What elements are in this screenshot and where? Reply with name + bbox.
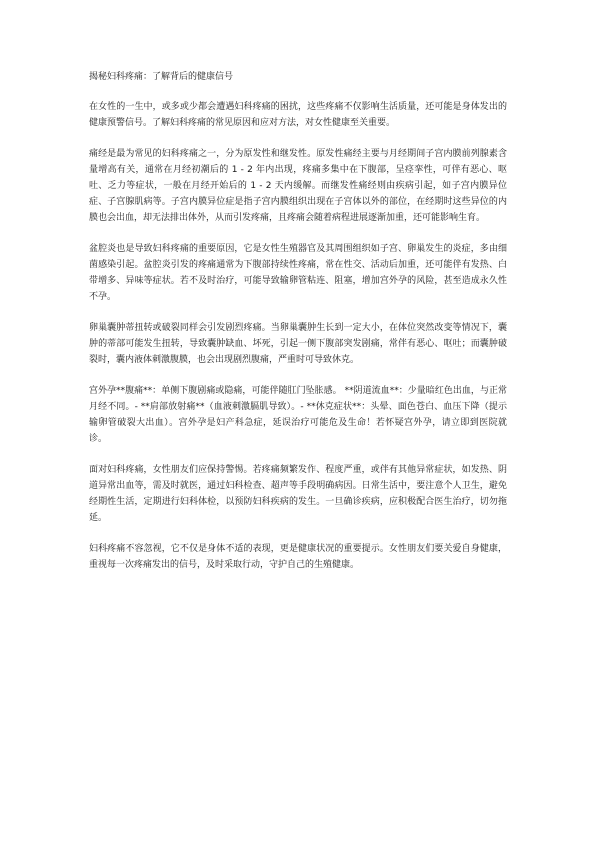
document-title: 揭秘妇科疼痛：了解背后的健康信号: [89, 72, 234, 82]
paragraph-pelvic-inflammation: 盆腔炎也是导致妇科疼痛的重要原因，它是女性生殖器官及其周围组织如子宫、卵巢发生的炎症，多由细菌感染引起。盆腔炎引发的疼痛通常为下腹部持续性疼痛，常在性交、活动后加重，还可能伴有发热、白带增多、异味等症状。若不及时治疗，可能导致输卵管粘连、阻塞，增加宫外孕的风险，甚至造成永久性不孕。: [89, 244, 507, 302]
paragraph-conclusion: 妇科疼痛不容忽视，它不仅是身体不适的表现，更是健康状况的重要提示。女性朋友们要关爱自身健康，重视每一次疼痛发出的信号，及时采取行动，守护自己的生殖健康。: [89, 544, 507, 570]
paragraph-intro: 在女性的一生中，或多或少都会遭遇妇科疼痛的困扰，这些疼痛不仅影响生活质量，还可能是身体发出的健康预警信号。了解妇科疼痛的常见原因和应对方法，对女性健康至关重要。: [89, 102, 507, 128]
paragraph-dysmenorrhea: 痛经是最为常见的妇科疼痛之一，分为原发性和继发性。原发性痛经主要与月经期间子宫内膜前列腺素含量增高有关，通常在月经初潮后的 1 - 2 年内出现，疼痛多集中在下腹部，呈痉挛性，可伴有恶心、呕吐、乏力等症状，一般在月经开始后的 1 - 2 天内缓解。而继发性痛经则由疾病引起，如子宫内膜异位症、子宫腺肌病等。子宫内膜异位症是指子宫内膜组织出现在子宫体以外的部位，在经期时这些异位的内膜也会出血，却无法排出体外，从而引发疼痛，且疼痛会随着病程进展逐渐加重，还可能影响生育。: [89, 149, 507, 223]
paragraph-ovarian-cyst: 卵巢囊肿蒂扭转或破裂同样会引发剧烈疼痛。当卵巢囊肿生长到一定大小，在体位突然改变等情况下，囊肿的蒂部可能发生扭转，导致囊肿缺血、坏死，引起一侧下腹部突发剧痛，常伴有恶心、呕吐；而囊肿破裂时，囊内液体刺激腹膜，也会出现剧烈腹痛，严重时可导致休克。: [89, 323, 507, 365]
document-page: [89, 70, 507, 588]
paragraph-ectopic-pregnancy: 宫外孕**腹痛**：单侧下腹剧痛或隐痛，可能伴随肛门坠胀感。 **阴道流血**：少量暗红色出血，与正常月经不同。- **肩部放射痛**（血液刺激膈肌导致）。- **休克症状**：头晕、面色苍白、血压下降（提示输卵管破裂大出血）。宫外孕是妇产科急症，延误治疗可能危及生命！若怀疑宫外孕，请立即到医院就诊。: [89, 386, 507, 444]
paragraph-advice: 面对妇科疼痛，女性朋友们应保持警惕。若疼痛频繁发作、程度严重，或伴有其他异常症状，如发热、阴道异常出血等，需及时就医，通过妇科检查、超声等手段明确病因。日常生活中，要注意个人卫生，避免经期性生活，定期进行妇科体检，以预防妇科疾病的发生。一旦确诊疾病，应积极配合医生治疗，切勿拖延。: [89, 465, 507, 523]
